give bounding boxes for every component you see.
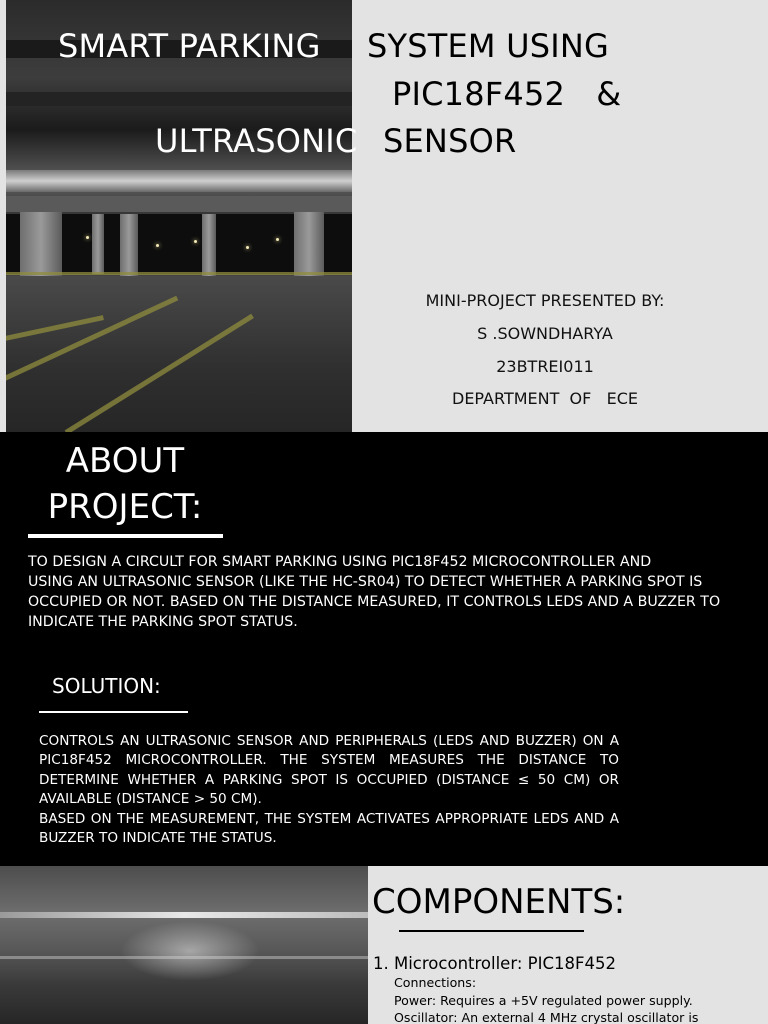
pillar [120, 214, 138, 276]
wall-highlight [0, 912, 368, 918]
power-text: Power: Requires a +5V regulated power supply. [394, 993, 693, 1008]
title-line-1a: SMART PARKING [58, 27, 321, 65]
about-description: TO DESIGN A CIRCULT FOR SMART PARKING USING PIC18F452 MICROCONTROLLER AND USING AN ULTRASONIC SENSOR (LIKE THE HC-SR04) TO DETECT WHETHER A PARKING SPOT IS OCCUPIED OR NOT. BASED ON THE DISTANCE MEASURED, IT CONTROLS LEDS AND A BUZZER TO INDICATE THE PARKING SPOT STATUS. [28, 554, 721, 630]
connections-label: Connections: [394, 975, 477, 990]
title-line-3a: ULTRASONIC [155, 122, 358, 160]
solution-description [39, 732, 619, 848]
about-title-line-2: PROJECT: [47, 487, 203, 527]
solution-title: SOLUTION: [52, 674, 161, 698]
about-slide [0, 432, 768, 866]
title-line-2: PIC18F452 & [392, 75, 622, 113]
pillar [294, 212, 324, 278]
about-title [0, 438, 250, 530]
components-title: COMPONENTS: [372, 882, 626, 922]
distant-light [246, 246, 249, 249]
solution-underline [39, 711, 188, 713]
about-underline [28, 534, 223, 538]
pillar [20, 212, 62, 276]
ceiling-light-strip [6, 170, 352, 192]
presented-by-label: MINI-PROJECT PRESENTED BY: [425, 291, 665, 310]
distant-light [86, 236, 89, 239]
ceiling-beam [6, 196, 352, 212]
wall-light-glow [120, 921, 260, 981]
department: DEPARTMENT OF ECE [452, 389, 638, 408]
components-underline [399, 930, 584, 932]
pillar [202, 214, 216, 278]
concrete-wall-photo [0, 866, 368, 1024]
oscillator-text: Oscillator: An external 4 MHz crystal oscillator is [394, 1010, 699, 1024]
ceiling-beam [6, 92, 352, 106]
distant-light [276, 238, 279, 241]
components-slide [0, 866, 768, 1024]
title-slide [0, 0, 768, 432]
pillar [92, 214, 104, 274]
parking-line [6, 272, 352, 275]
distant-light [156, 244, 159, 247]
component-item-1: 1. Microcontroller: PIC18F452 [373, 954, 616, 973]
title-line-3b: SENSOR [383, 122, 517, 160]
title-line-1b: SYSTEM USING [367, 27, 610, 65]
distant-light [194, 240, 197, 243]
solution-paragraph-2: BASED ON THE MEASUREMENT, THE SYSTEM ACTIVATES APPROPRIATE LEDS AND A BUZZER TO INDICATE THE STATUS. [39, 810, 619, 847]
about-title-line-1: ABOUT [65, 441, 185, 481]
solution-paragraph-1: CONTROLS AN ULTRASONIC SENSOR AND PERIPHERALS (LEDS AND BUZZER) ON A PIC18F452 MICROCONTROLLER. THE SYSTEM MEASURES THE DISTANCE TO DETERMINE WHETHER A PARKING SPOT IS OCCUPIED (DISTANCE ≤ 50 CM) OR AVAILABLE (DISTANCE > 50 CM). [39, 733, 619, 808]
roll-number: 23BTREI011 [496, 357, 594, 376]
presenter-name: S .SOWNDHARYA [477, 324, 613, 343]
